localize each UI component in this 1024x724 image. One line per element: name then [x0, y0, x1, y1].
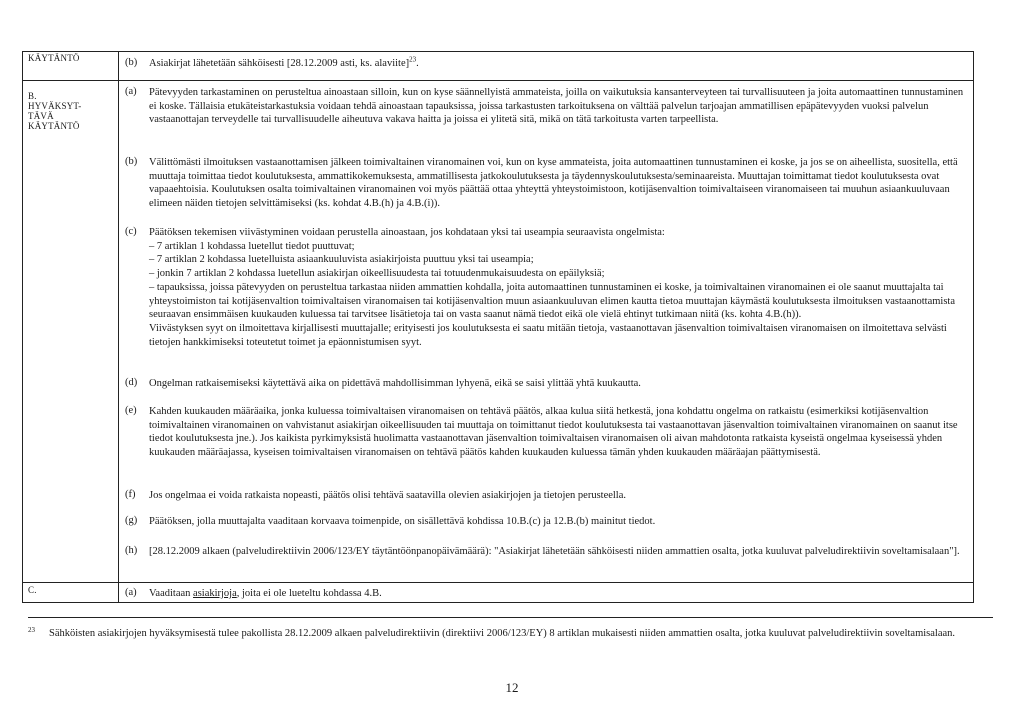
item-letter: (g) — [125, 515, 138, 526]
section-label-b-line: HYVÄKSYT- — [28, 101, 82, 111]
item-letter: (f) — [125, 489, 136, 500]
item-letter: (b) — [125, 156, 138, 167]
footnote — [28, 627, 993, 641]
footnote-separator — [28, 617, 993, 618]
section-label-b-line: KÄYTÄNTÖ — [28, 121, 80, 131]
item-b-b-text: Välittömästi ilmoituksen vastaanottamisen jälkeen toimivaltainen viranomainen voi, kun on kyse ammateista, joita automaattinen tunnustaminen ei koske, ja jos se on aiheellista, suositella, että muuttaja toimittaa tiedot koulutuksesta, ammattikokemuksesta, ammatillisesta jatkokoulutuksesta ja täydennyskoulutuksesta/seminaareista. Muuttajan toimittamat tiedot koulutuksesta ovat vapaaehtoisia. Koulutuksen osalta toimivaltainen viranomainen voi myös päättää ottaa yhteyttä yhteystoimistoon, kotijäsenvaltion toimivaltaiseen viranomaiseen tai muuhun asiaankuuluvaan elimeen näiden tietojen selvittämiseksi (ks. kohdat 4.B.(h) ja 4.B.(i)). — [149, 157, 958, 210]
item-b-c-line: – tapauksissa, joissa pätevyyden on perusteltua tarkastaa niiden ammattien kohdalla, joita automaattinen tunnustaminen ei koske, ja toimivaltainen viranomainen ei ole saanut muuttajalta tai yhteystoimiston tai kotijäsenvaltion toimivaltaisen viranomaisen tai kotijäsenvaltion muun asiaankuuluvan elimen kautta tietoa muuttajan käymästä koulutuksesta ilmoituksen vastaanottamista seuraavan ensimmäisen kuukauden kuluessa tai tarvitsee lisätietoja tai on vasta saanut nämä tiedot eikä ole vielä ehtinyt tutkimaan niitä (ks. kohta 4.B.(h)). — [149, 281, 955, 321]
footnote-number: 23 — [28, 625, 35, 634]
item-b-c-line: Päätöksen tekemisen viivästyminen voidaan perustella ainoastaan, jos kohdataan yksi tai useampia seuraavista ongelmista: — [149, 227, 665, 238]
item-b-c-line: – 7 artiklan 2 kohdassa luetelluista asiaankuuluvista asiakirjoista puuttuu yksi tai useampia; — [149, 254, 534, 266]
footnote-text: Sähköisten asiakirjojen hyväksymisestä tulee pakollista 28.12.2009 alkaen palveludirektiivin (direktiivi 2006/123/EY) 8 artiklan mukaisesti niiden ammattien osalta, jotka kuuluvat palveludirektiivin soveltamisalaan. — [49, 628, 956, 639]
section-label-b-line: B. — [28, 91, 37, 101]
item-b-e-text: Kahden kuukauden määräaika, jonka kuluessa toimivaltaisen viranomaisen on tehtävä päätös, alkaa kulua siitä hetkestä, jona kohdattu ongelma on ratkaistu (esimerkiksi kotijäsenvaltion toimivaltainen viranomainen on vahvistanut asiakirjan oikeellisuuden tai muuttaja on toimittanut tiedot koulutuksesta tai vastaanottavan jäsenvaltion toimivaltainen viranomainen on saanut itse tiedot koulutuksesta jne.). Jos kaikista pyrkimyksistä huolimatta vastaanottavan jäsenvaltion toimivaltaisen viranomaisen oli aivan mahdotonta ratkaista kyseistä ongelmaa kyseisessä yhden kuukauden määräajassa, kyseisen toimivaltaisen viranomaisen on tehtävä päätös kahden kuukauden kuluessa tämän yhden kuukauden määräajan päättymisestä. — [149, 406, 958, 459]
item-b-c-line: – 7 artiklan 1 kohdassa luetellut tiedot puuttuvat; — [149, 240, 355, 252]
item-letter: (d) — [125, 377, 138, 388]
item-c-a-pre: Vaaditaan — [149, 588, 194, 599]
item-letter: (a) — [125, 86, 137, 97]
item-b-g-text: Päätöksen, jolla muuttajalta vaaditaan korvaava toimenpide, on sisällettävä kohdissa 10.B.(c) ja 12.B.(b) mainitut tiedot. — [149, 516, 656, 527]
item-c-a-underlined: asiakirjoja — [193, 588, 237, 599]
table-top-border — [22, 51, 974, 52]
section-label-c: C. — [28, 585, 37, 595]
kaytanto-item-text — [149, 57, 969, 71]
page-number: 12 — [505, 680, 519, 695]
section-label-kaytanto: KÄYTÄNTÖ — [28, 53, 80, 63]
row-divider-1 — [22, 80, 974, 81]
column-divider — [118, 51, 119, 603]
item-c-a-post: , joita ei ole lueteltu kohdassa 4.B. — [236, 588, 382, 599]
item-b-a-text: Pätevyyden tarkastaminen on perusteltua ainoastaan silloin, kun on kyse säännellyistä ammateista, joilla on vaikutuksia kansanterveyteen tai turvallisuuteen ja joita automaattinen tunnustaminen ei koske. Tällaisia etukäteistarkastuksia voidaan tehdä ainoastaan tapauksissa, joissa tarkastusten tarkoituksena on välttää palvelun tarjoajan ammatillisen epäpätevyyden vuoksi palvelun vastaanottajan terveydelle tai turvallisuudelle aiheutuva vakava haitta ja joissa ei ylitetä sitä, mikä on tätä tarkoitusta varten tarpeellista. — [149, 87, 964, 126]
item-b-c-text — [149, 226, 969, 349]
table-right-border — [973, 51, 974, 603]
section-label-b-line: TÄVÄ — [28, 111, 54, 121]
item-b-c-line: Viivästyksen syyt on ilmoitettava kirjallisesti muuttajalle; erityisesti jos koulutuksesta ei saatu mitään tietoja, vastaanottavan jäsenvaltion toimivaltaisen viranomaisen on ilmoitettava selvästi tietojen hankkimiseksi toteutetut toimet ja epäonnistumisen syyt. — [149, 322, 947, 348]
kaytanto-item-tail: . — [416, 58, 419, 69]
item-b-h-text: [28.12.2009 alkaen (palveludirektiivin 2006/123/EY täytäntöönpanopäivämäärä): "Asiakirjat lähetetään sähköisesti niiden ammattien osalta, jotka kuuluvat palveludirektiivin soveltamisalaan"]. — [149, 546, 960, 557]
item-letter: (c) — [125, 226, 137, 237]
footnote-ref: 23 — [409, 55, 417, 64]
kaytanto-item-body: Asiakirjat lähetetään sähköisesti [28.12.2009 asti, ks. alaviite] — [149, 58, 410, 69]
item-letter: (a) — [125, 587, 137, 598]
table-bottom-border — [22, 602, 974, 603]
item-b-f-text: Jos ongelmaa ei voida ratkaista nopeasti, päätös olisi tehtävä saatavilla olevien asiakirjojen ja tietojen perusteella. — [149, 490, 627, 501]
row-divider-2 — [22, 582, 974, 583]
item-letter: (h) — [125, 545, 138, 556]
table-left-border — [22, 51, 23, 603]
section-label-b — [28, 91, 81, 131]
item-letter: (e) — [125, 405, 137, 416]
item-b-c-line: – jonkin 7 artiklan 2 kohdassa luetellun asiakirjan oikeellisuudesta tai totuudenmukaisuudesta on epäilyksiä; — [149, 268, 605, 280]
item-letter: (b) — [125, 57, 138, 68]
item-c-a-text — [149, 587, 969, 601]
item-b-d-text: Ongelman ratkaisemiseksi käytettävä aika on pidettävä mahdollisimman lyhyenä, eikä se saisi ylittää yhtä kuukautta. — [149, 378, 641, 389]
